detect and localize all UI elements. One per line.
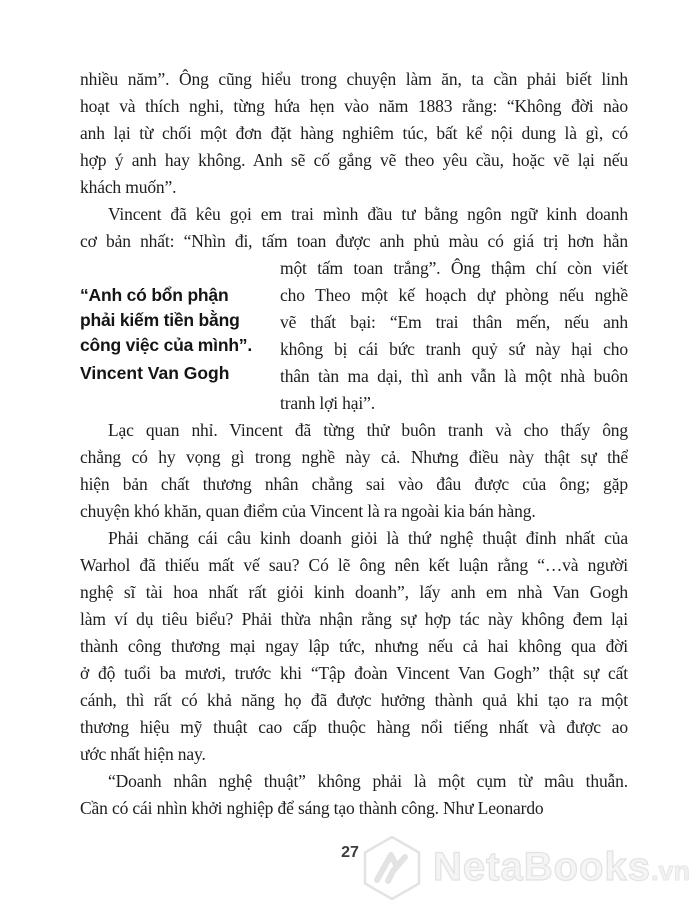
wrapped-text-column bbox=[280, 255, 628, 417]
body-text bbox=[80, 66, 628, 822]
pull-quote-line: phải kiếm tiền bằng bbox=[80, 310, 240, 330]
pull-quote-line: “Anh có bổn phận bbox=[80, 285, 229, 305]
text-line: hợp ý anh hay không. Anh sẽ cố gắng vẽ theo yêu cầu, hoặc vẽ lại nếu bbox=[80, 150, 628, 170]
text-line: Phải chăng cái câu kinh doanh giỏi là thứ nghệ thuật đỉnh nhất của bbox=[108, 528, 628, 548]
watermark-text bbox=[433, 845, 690, 890]
text-line: khách muốn”. bbox=[80, 177, 177, 197]
text-line: ở độ tuổi ba mươi, trước khi “Tập đoàn Vincent Van Gogh” thật sự cất bbox=[80, 663, 628, 683]
text-line: thân tàn ma dại, thì anh vẫn là một nhà buôn bbox=[280, 366, 628, 386]
text-line: làm ví dụ tiêu biểu? Phải thừa nhận rằng sự hợp tác này không đem lại bbox=[80, 609, 628, 629]
text-line: Vincent đã kêu gọi em trai mình đầu tư bằng ngôn ngữ kinh doanh bbox=[108, 204, 628, 224]
text-line: nhiều năm”. Ông cũng hiểu trong chuyện làm ăn, ta cần phải biết linh bbox=[80, 69, 628, 89]
text-line: hiện bản chất thương nhân chẳng sai vào đâu được của ông; gặp bbox=[80, 474, 628, 494]
text-line: thương hiệu mỹ thuật cao cấp thuộc hàng nổi tiếng nhất và được ao bbox=[80, 717, 628, 737]
text-line: không bị cái bức tranh quỷ sứ này hại cho bbox=[280, 339, 628, 359]
text-line: Lạc quan nhỉ. Vincent đã từng thử buôn tranh và cho thấy ông bbox=[108, 420, 628, 440]
text-line: vẽ thất bại: “Em trai thân mến, nếu anh bbox=[280, 312, 628, 332]
text-line: Cần có cái nhìn khởi nghiệp để sáng tạo thành công. Như Leonardo bbox=[80, 798, 544, 818]
text-line: chẳng có hy vọng gì trong nghề này cả. Nhưng điều này thật sự thể bbox=[80, 447, 628, 467]
text-line: chuyện khó khăn, quan điểm của Vincent là ra ngoài kia bán hàng. bbox=[80, 501, 536, 521]
text-line: ước nhất hiện nay. bbox=[80, 744, 206, 764]
watermark-tld: .vn bbox=[650, 856, 690, 886]
page-number: 27 bbox=[341, 844, 359, 861]
text-line: thành công thương mại ngay lập tức, nhưng nếu cả hai không qua đời bbox=[80, 636, 628, 656]
text-line: nghệ sĩ tài hoa nhất rất giỏi kinh doanh”, lấy anh em nhà Van Gogh bbox=[80, 582, 628, 602]
netabooks-watermark bbox=[361, 832, 690, 903]
text-line: Warhol đã thiếu mất vế sau? Có lẽ ông nên kết luận rằng “…và người bbox=[80, 555, 628, 575]
text-line: một tấm toan trắng”. Ông thậm chí còn viết bbox=[280, 258, 628, 278]
text-line: cho Theo một kế hoạch dự phòng nếu nghề bbox=[280, 285, 628, 305]
pullquote-row bbox=[80, 255, 628, 417]
text-line: anh lại từ chối một đơn đặt hàng nghiêm túc, bất kể nội dung là gì, có bbox=[80, 123, 628, 143]
pull-quote-attribution: Vincent Van Gogh bbox=[80, 363, 230, 383]
pull-quote-column bbox=[80, 255, 280, 417]
text-line: cánh, thì rất có khả năng họ đã được hưởng thành quả khi tạo ra một bbox=[80, 690, 628, 710]
netabooks-hexagon-logo-icon bbox=[361, 835, 423, 901]
text-line: “Doanh nhân nghệ thuật” không phải là một cụm từ mâu thuẫn. bbox=[108, 771, 628, 791]
paragraph-optimism bbox=[80, 417, 628, 525]
paragraph-entrepreneur bbox=[80, 768, 628, 822]
paragraph-continuation bbox=[80, 66, 628, 201]
text-line: tranh lợi hại”. bbox=[280, 393, 375, 413]
pull-quote-line: công việc của mình”. bbox=[80, 335, 253, 355]
text-line: hoạt và thích nghi, từng hứa hẹn vào năm 1883 rằng: “Không đời nào bbox=[80, 96, 628, 116]
text-line: cơ bản nhất: “Nhìn đi, tấm toan được anh phủ màu có giá trị hơn hẳn bbox=[80, 231, 628, 251]
pull-quote bbox=[80, 283, 280, 386]
paragraph-warhol bbox=[80, 525, 628, 768]
watermark-brand: NetaBooks bbox=[433, 845, 651, 889]
page-footer bbox=[0, 832, 700, 903]
paragraph-vincent-appeal bbox=[80, 201, 628, 255]
